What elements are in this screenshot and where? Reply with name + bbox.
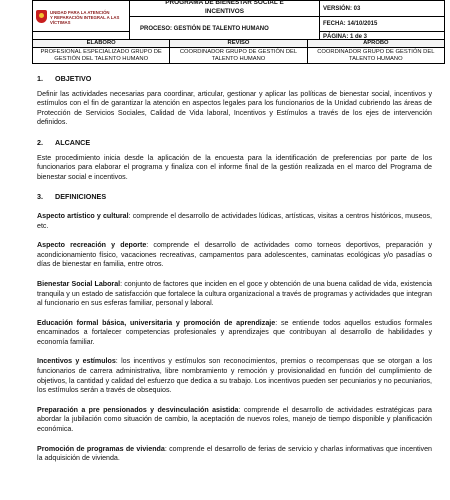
section-number: 3. [37,192,43,202]
page-label: PÁGINA: 1 de 3 [320,32,445,42]
logo-cell [33,1,130,32]
section-number: 2. [37,137,43,147]
definition-text: : los incentivos y estímulos son reconocimientos, premios o recompensas que se otorgan a los funcionarios de carrera administrativa, libre nombramiento y remoción y provisionalidad en función del cumplimiento de objetivos, la cantidad y calidad del esfuerzo que dedica a su trabajo. Los incentivos pueden ser pecuniarios y no pecuniarios, los estímulos serán a través de obsequios. [37,357,433,395]
institution-logo [36,8,126,25]
definition-item [37,406,432,435]
section-title: ALCANCE [55,137,91,147]
reviewed-by-header: REVISÓ [170,40,307,48]
document-title [130,1,320,17]
approved-by-value: COORDINADOR GRUPO DE GESTIÓN DEL TALENTO HUMANO [307,48,444,64]
section-title: OBJETIVO [55,74,92,83]
section-title: DEFINICIONES [55,192,107,202]
scope-text: Este procedimiento inicia desde la aplicación de la encuesta para la identificación de preferencias por parte de los funcionarios para elaborar el programa y finaliza con el informe final de la gestión realizada en el marco del Programa de bienestar social e incentivos. [37,153,432,181]
definition-term: Aspecto artístico y cultural [37,211,129,220]
definition-item [37,280,432,309]
section-heading-scope [37,138,432,148]
definition-text: : comprende el desarrollo de ferias de servicio y charlas informativas que incentiven la adquisición de vivienda. [37,444,432,463]
approval-table [32,39,445,64]
title-line-2: INCENTIVOS [204,8,245,15]
definition-text: : conjunto de factores que inciden en el goce y obtención de una buena calidad de vida, existencia tranquila y un estado de satisfacción que fortalece la cultura organizacional a través de programas y actividades que integran al funcionario en sus esferas familiar, personal y laboral. [37,279,432,308]
logo-text [50,10,126,25]
definition-term: Aspecto recreación y deporte [37,241,147,250]
document-body [37,74,432,464]
definition-text: : comprende el desarrollo de actividades lúdicas, artísticas, visitas a centros históricos, museos, etc. [37,211,432,230]
document-header [32,0,445,42]
date-label: FECHA: 14/10/2015 [320,17,445,32]
section-heading-objective [37,74,432,84]
definition-term: Bienestar Social Laboral [37,279,121,288]
version-label: VERSIÓN: 03 [320,1,445,17]
reviewed-by-value: COORDINADOR GRUPO DE GESTIÓN DEL TALENTO HUMANO [170,48,307,64]
section-heading-definitions [37,192,432,202]
approved-by-header: APROBÓ [307,40,444,48]
prepared-by-value: PROFESIONAL ESPECIALIZADO GRUPO DE GESTIÓN DEL TALENTO HUMANO [33,48,170,64]
definition-item [37,212,432,231]
definition-text: : comprende el desarrollo de actividades estratégicas para abordar la jubilación como situación de cambio, la aceptación de nuevos roles, manejo de tiempo disponible y planificación económica. [37,405,432,434]
definition-item [37,357,432,395]
definition-text: : comprende el desarrollo de actividades como torneos deportivos, preparación y acondicionamiento físico, vacaciones recreativas, campamentos para adolescentes, caminatas ecológicas y/o pasadías o días de bienestar en familia, entre otros. [37,241,432,269]
definition-text: : se entiende todos aquellos estudios formales encaminados a fortalecer competencias profesionales y aprendizajes que contribuyan al desarrollo de habilidades y economía familiar. [37,318,432,346]
coat-of-arms-icon [36,10,47,23]
definition-term: Preparación a pre pensionados y desvinculación asistida [37,405,239,414]
section-number: 1. [37,74,43,83]
definition-item [37,241,432,270]
definition-term: Educación formal básica, universitaria y promoción de aprendizaje [37,318,276,327]
process-label: PROCESO: GESTIÓN DE TALENTO HUMANO [130,17,320,42]
objective-text: Definir las actividades necesarias para coordinar, articular, gestionar y aplicar las políticas de bienestar social, incentivos y estímulos con el fin de garantizar la atención en aspectos legales para los funcionarios de la Unidad cubriendo las áreas de Protección de Servicios Sociales, Calidad de Vida laboral, Incentivos y Estímulos a través de los ejes de intervención definidos. [37,89,432,127]
definition-item [37,319,432,348]
title-line-1: PROGRAMA DE BIENESTAR SOCIAL E [165,0,284,6]
definition-term: Incentivos y estímulos [37,357,116,366]
definition-item [37,445,432,464]
logo-text-line-2: Y REPARACIÓN INTEGRAL A LAS VÍCTIMAS [50,14,120,25]
prepared-by-header: ELABORÓ [33,40,170,48]
logo-text-line-1: UNIDAD PARA LA ATENCIÓN [50,9,110,15]
definition-term: Promoción de programas de vivienda [37,444,165,453]
